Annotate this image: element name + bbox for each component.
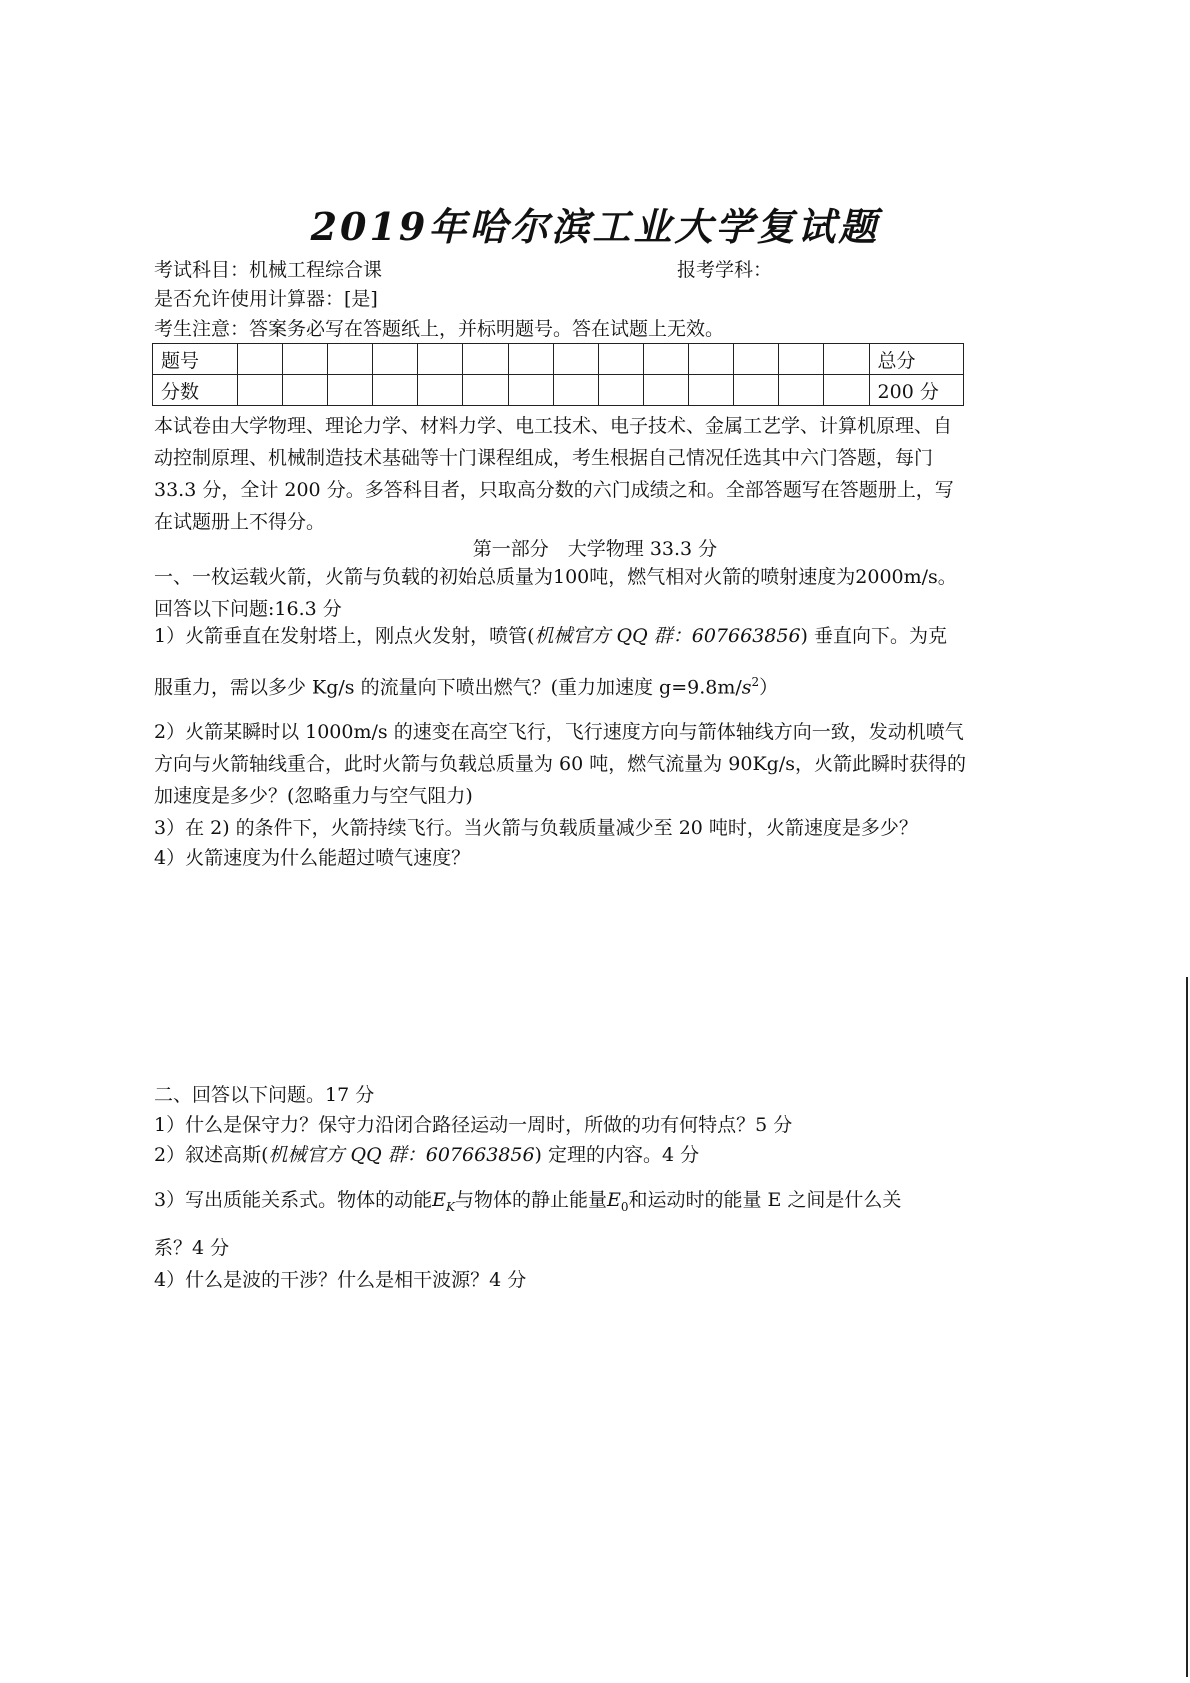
watermark-text: 机械官方 QQ 群：607663856: [534, 625, 801, 647]
subject-line: [154, 256, 773, 284]
page-title: 2019年哈尔滨工业大学复试题: [310, 204, 880, 249]
q2-sub1: 1）什么是保守力？保守力沿闭合路径运动一周时，所做的功有何特点？5 分: [154, 1114, 793, 1136]
notice-line: 考生注意：答案务必写在答题纸上，并标明题号。答在试题上无效。: [154, 318, 725, 340]
q1-sub3: 3）在 2) 的条件下，火箭持续飞行。当火箭与负载质量减少至 20 吨时，火箭速度是多少？: [154, 817, 918, 839]
score-table-row-scores: [153, 375, 964, 406]
q1-sub1-cont: 服重力，需以多少 Kg/s 的流量向下喷出燃气？(重力加速度 $g=9.8m/s^2$）: [154, 675, 779, 699]
q1-stem: 一、一枚运载火箭，火箭与负载的初始总质量为100吨，燃气相对火箭的喷射速度为2000m/s。回答以下问题:16.3 分: [154, 566, 957, 620]
calculator-line: 是否允许使用计算器：[是]: [154, 288, 378, 310]
scan-edge-line: [1186, 977, 1188, 1677]
score-table-total-value: 200 分: [869, 375, 963, 406]
q2-sub4: 4）什么是波的干涉？什么是相干波源？4 分: [154, 1269, 527, 1291]
q1-sub1: 1）火箭垂直在发射塔上，刚点火发射，喷管(机械官方 QQ 群：607663856) 垂直向下。为克: [154, 625, 947, 647]
q2-sub3: 3）写出质能关系式。物体的动能$E_K$与物体的静止能量$E_0$和运动时的能量 E 之间是什么关: [154, 1189, 902, 1214]
q2-sub3-cont: 系？4 分: [154, 1237, 230, 1259]
q1-sub2: 2）火箭某瞬时以 1000m/s 的速变在高空飞行，飞行速度方向与箭体轴线方向一致，发动机喷气方向与火箭轴线重合，此时火箭与负载总质量为 60 吨，燃气流量为 90Kg/s，火箭此瞬时获得的加速度是多少？(忽略重力与空气阻力): [154, 721, 966, 807]
q2-stem: 二、回答以下问题。17 分: [154, 1084, 375, 1106]
exam-major: 报考学科：: [677, 259, 773, 281]
score-table-label: 分数: [153, 375, 238, 406]
watermark-text: 机械官方 QQ 群：607663856: [268, 1144, 535, 1166]
intro-paragraph: 本试卷由大学物理、理论力学、材料力学、电工技术、电子技术、金属工艺学、计算机原理、自动控制原理、机械制造技术基础等十门课程组成，考生根据自己情况任选其中六门答题，每门 33.3 分，全计 200 分。多答科目者，只取高分数的六门成绩之和。全部答题写在答题册上，写在试题册上不得分。: [154, 415, 954, 533]
score-table-label: 题号: [153, 344, 238, 375]
score-table-row-numbers: [153, 344, 964, 375]
score-table-total-header: 总分: [869, 344, 963, 375]
part1-heading: 第一部分 大学物理 33.3 分: [472, 538, 718, 560]
q2-sub2: 2）叙述高斯(机械官方 QQ 群：607663856) 定理的内容。4 分: [154, 1144, 700, 1166]
score-table: [152, 343, 964, 406]
exam-subject: 考试科目：机械工程综合课: [154, 259, 383, 281]
q1-sub4: 4）火箭速度为什么能超过喷气速度？: [154, 847, 471, 869]
